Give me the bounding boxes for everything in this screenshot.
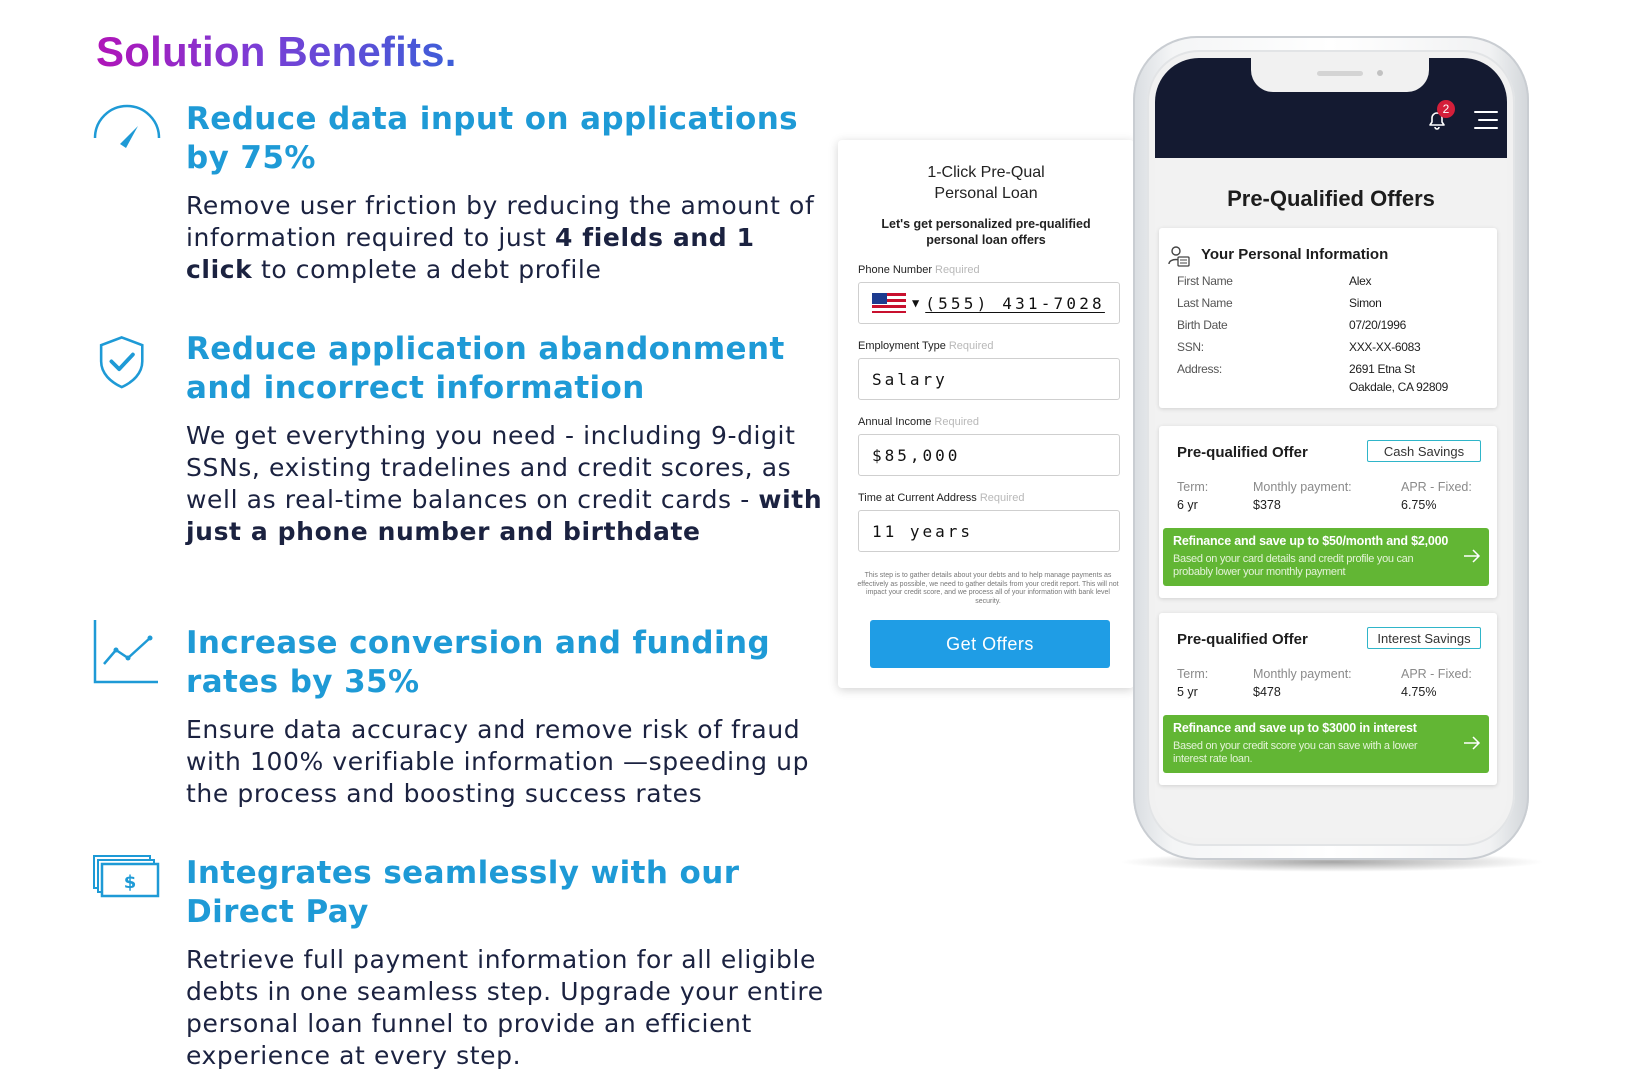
svg-text:$: $ [123,872,137,893]
phone-label: Phone Number Required [858,264,980,276]
phone-notch [1251,58,1429,92]
screen-title: Pre-Qualified Offers [1227,186,1435,211]
employment-label: Employment Type Required [858,340,994,352]
us-flag-icon[interactable] [872,293,906,313]
info-label: Address: [1177,362,1222,376]
info-value: Simon [1349,296,1382,310]
apr-value: 6.75% [1401,498,1437,512]
payment-label: Monthly payment: [1253,667,1352,681]
refinance-cta[interactable]: Refinance and save up to $50/month and $2,000 Based on your card details and credit profile you can probably lower your monthly payment [1163,528,1489,586]
trend-chart-icon [92,618,162,688]
apr-label: APR - Fixed: [1401,480,1472,494]
benefit-heading: Reduce application abandonment and incorrect information [186,331,785,406]
info-label: Last Name [1177,296,1233,310]
info-label: Birth Date [1177,318,1228,332]
apr-value: 4.75% [1401,685,1437,699]
personal-info-title: Your Personal Information [1201,246,1389,263]
term-label: Term: [1177,667,1209,681]
id-card-icon [1167,244,1191,268]
benefit-body: Retrieve full payment information for all eligible debts in one seamless step. Upgrade your entire personal loan funnel to provide an efficient experience at every step. [186,945,824,1070]
benefit-body: We get everything you need - including 9-digit SSNs, existing tradelines and credit scores, as well as real-time balances on credit cards - with just a phone number and birthdate [186,421,823,546]
benefit-body: Remove user friction by reducing the amount of information required to just 4 fields and 1 click to complete a debt profile [186,191,815,284]
info-value: 07/20/1996 [1349,318,1407,332]
info-label: First Name [1177,274,1233,288]
offer-card [1159,426,1497,598]
arrow-right-icon[interactable] [1463,735,1481,751]
speaker-grille [1317,71,1363,76]
payment-value: $478 [1253,685,1281,699]
info-value: 2691 Etna St Oakdale, CA 92809 [1349,362,1448,394]
form-title: 1-Click Pre-Qual Personal Loan [927,164,1045,202]
phone-bezel [1147,50,1515,846]
arrow-right-icon[interactable] [1463,548,1481,564]
info-label: SSN: [1177,340,1204,354]
benefit-heading: Reduce data input on applications by 75% [186,101,799,176]
offer-title: Pre-qualified Offer [1177,631,1308,648]
camera-dot [1377,70,1383,76]
chevron-down-icon[interactable]: ▼ [912,296,920,310]
form-disclaimer: This step is to gather details about your debts and to help manage payments as effectively as possible, we need to gather details from your credit report. This will not impact your credit score, and we process all of your information with bank level security. [857,572,1119,605]
page-title: Solution Benefits. [96,28,457,75]
phone-mockup [1133,36,1529,860]
benefit-body: Ensure data accuracy and remove risk of fraud with 100% verifiable information —speeding up the process and boosting success rates [186,715,810,808]
term-label: Term: [1177,480,1209,494]
payment-value: $378 [1253,498,1281,512]
employment-type-field[interactable]: Salary [858,358,1120,400]
form-subtitle: Let's get personalized pre-qualified personal loan offers [881,217,1091,247]
prequal-form-card [838,140,1134,688]
app-header [1155,58,1507,158]
shield-check-icon [96,334,156,394]
notification-badge: 2 [1437,100,1455,118]
offer-title: Pre-qualified Offer [1177,444,1308,461]
offer-card [1159,613,1497,785]
phone-screen [1155,58,1507,838]
annual-income-field[interactable]: $85,000 [858,434,1120,476]
income-label: Annual Income Required [858,416,980,428]
personal-info-card [1159,228,1497,408]
term-value: 6 yr [1177,498,1198,512]
apr-label: APR - Fixed: [1401,667,1472,681]
term-value: 5 yr [1177,685,1198,699]
refinance-cta[interactable]: Refinance and save up to $3000 in interest Based on your credit score you can save with a lower interest rate loan. [1163,715,1489,773]
money-stack-icon [92,848,162,918]
offer-tag: Cash Savings [1367,440,1481,462]
get-offers-button[interactable]: Get Offers [870,620,1110,668]
benefit-heading: Integrates seamlessly with our Direct Pay [186,855,740,930]
payment-label: Monthly payment: [1253,480,1352,494]
phone-field[interactable]: ▼ (555) 431-7028 [858,282,1120,324]
address-time-label: Time at Current Address Required [858,492,1025,504]
speedometer-icon [92,100,162,170]
info-value: Alex [1349,274,1372,288]
hamburger-menu-icon[interactable] [1473,110,1499,130]
benefit-heading: Increase conversion and funding rates by 35% [186,625,771,700]
info-value: XXX-XX-6083 [1349,340,1421,354]
address-time-field[interactable]: 11 years [858,510,1120,552]
offer-tag: Interest Savings [1367,627,1481,649]
